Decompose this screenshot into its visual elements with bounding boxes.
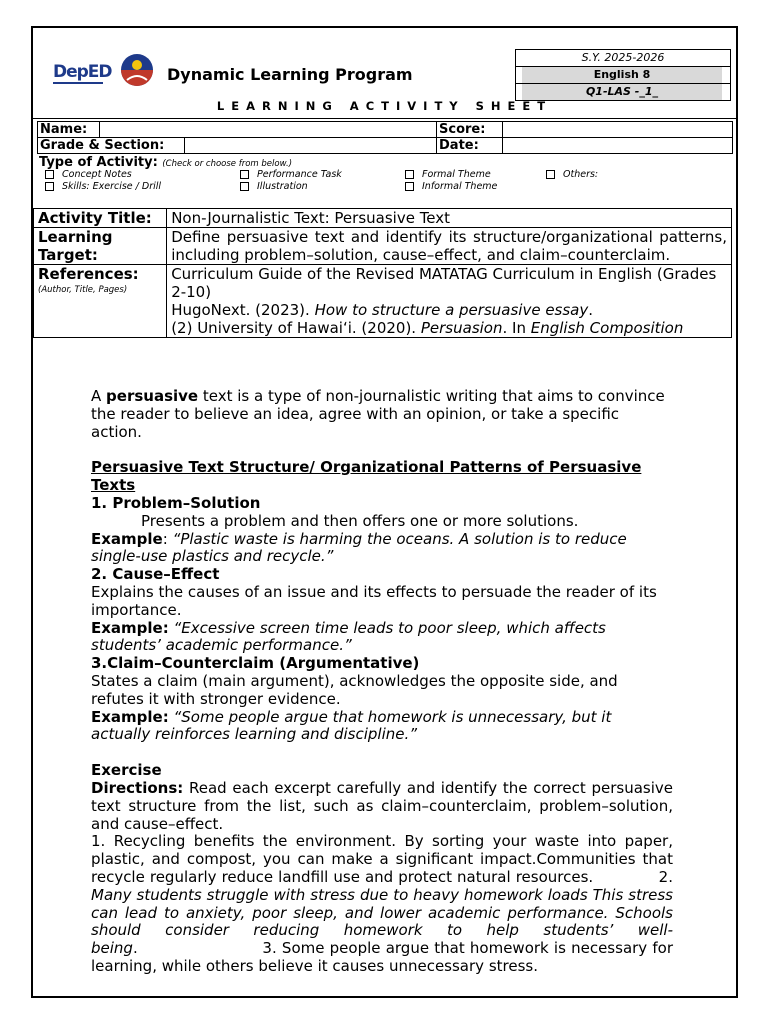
checkbox-icon[interactable] — [45, 170, 54, 179]
activity-title-row — [34, 209, 732, 228]
exercise-items: 1. Recycling benefits the environment. By sorting your waste into paper, plastic, and compost, you can make a significant impact.Communities that recycle regularly reduce landfill use and protect natural resources. 2. Many students struggle with stress due to heavy homework loads This stress can lead to anxiety, poor sleep, and lower academic performance. Schools should consider reducing homework to help students’ well-being. 3. Some people argue that homework is necessary for learning, while others believe it causes unnecessary stress. — [91, 832, 673, 975]
deped-logo: DepED — [53, 62, 112, 82]
learning-target-value: Define persuasive text and identify its structure/organizational patterns, including problem–solution, cause–effect, and claim–counterclaim. — [167, 228, 732, 265]
deped-logo-underline — [53, 82, 103, 84]
references-value — [167, 265, 732, 338]
bagong-pilipinas-logo — [117, 52, 157, 88]
checkbox-icon[interactable] — [405, 182, 414, 191]
logo-group — [53, 50, 163, 94]
option-informal-theme[interactable]: Informal Theme — [405, 181, 497, 192]
date-field[interactable] — [502, 137, 733, 154]
meta-box — [515, 49, 731, 101]
grade-section-field[interactable] — [184, 137, 437, 154]
option-concept-notes[interactable]: Concept Notes — [45, 169, 132, 180]
type-of-activity: Type of Activity: (Check or choose from below.) — [39, 155, 293, 170]
score-field[interactable] — [502, 121, 733, 138]
reference-2: HugoNext. (2023). How to structure a persuasive essay. — [171, 301, 594, 319]
las-code: Q1-LAS -_1_ — [522, 84, 722, 100]
checkbox-icon[interactable] — [405, 170, 414, 179]
claim-counterclaim-desc: States a claim (main argument), acknowledges the opposite side, and refutes it with stronger evidence. — [91, 671, 618, 708]
score-label: Score: — [436, 121, 503, 138]
option-others[interactable]: Others: — [546, 169, 598, 180]
checkbox-icon[interactable] — [240, 170, 249, 179]
cause-effect-heading: 2. Cause–Effect — [91, 565, 220, 584]
claim-counterclaim-example: Example: “Some people argue that homework is unnecessary, but it actually reinforces learning and discipline.” — [91, 707, 612, 744]
sheet-title: LEARNING ACTIVITY SHEET — [216, 99, 553, 113]
activity-title-value: Non-Journalistic Text: Persuasive Text — [167, 209, 732, 228]
option-skills[interactable]: Skills: Exercise / Drill — [45, 181, 161, 192]
references-row — [34, 265, 732, 338]
reference-3: (2) University of Hawaiʻi. (2020). Persuasion. In English Composition — [171, 319, 684, 337]
option-performance-task[interactable]: Performance Task — [240, 169, 342, 180]
name-field[interactable] — [99, 121, 437, 138]
activity-table — [33, 208, 732, 338]
learning-target-row — [34, 228, 732, 265]
claim-counterclaim-heading: 3.Claim–Counterclaim (Argumentative) — [91, 654, 420, 673]
lesson-content — [91, 388, 673, 976]
problem-solution-example: Example: “Plastic waste is harming the oceans. A solution is to reduce single-use plastics and recycle.” — [91, 529, 627, 566]
cause-effect-desc: Explains the causes of an issue and its effects to persuade the reader of its importance. — [91, 582, 657, 619]
option-formal-theme[interactable]: Formal Theme — [405, 169, 491, 180]
date-label: Date: — [436, 137, 503, 154]
references-label: References: (Author, Title, Pages) — [34, 265, 167, 338]
intro-paragraph: A persuasive text is a type of non-journalistic writing that aims to convince the reader to believe an idea, agree with an opinion, or take a specific action. — [91, 387, 665, 441]
directions: Directions: Read each excerpt carefully and identify the correct persuasive text structure from the list, such as claim–counterclaim, problem–solution, and cause–effect. — [91, 778, 673, 833]
checkbox-icon[interactable] — [546, 170, 555, 179]
option-illustration[interactable]: Illustration — [240, 181, 308, 192]
problem-solution-heading: 1. Problem–Solution — [91, 493, 261, 512]
cause-effect-example: Example: “Excessive screen time leads to poor sleep, which affects students’ academic performance.” — [91, 618, 606, 655]
grade-section-label: Grade & Section: — [37, 137, 185, 154]
school-year: S.Y. 2025-2026 — [581, 51, 665, 64]
subject: English 8 — [522, 67, 722, 83]
activity-title-label: Activity Title: — [34, 209, 167, 228]
program-title: Dynamic Learning Program — [167, 65, 413, 84]
checkbox-icon[interactable] — [240, 182, 249, 191]
learning-target-label: Learning Target: — [34, 228, 167, 265]
structure-heading: Persuasive Text Structure/ Organizational Patterns of Persuasive Texts — [91, 458, 642, 495]
name-label: Name: — [37, 121, 100, 138]
activity-sheet-page — [31, 26, 738, 998]
problem-solution-desc: Presents a problem and then offers one or more solutions. — [141, 511, 579, 530]
reference-1: Curriculum Guide of the Revised MATATAG Curriculum in English (Grades 2-10) — [171, 265, 717, 301]
checkbox-icon[interactable] — [45, 182, 54, 191]
exercise-heading: Exercise — [91, 761, 162, 780]
